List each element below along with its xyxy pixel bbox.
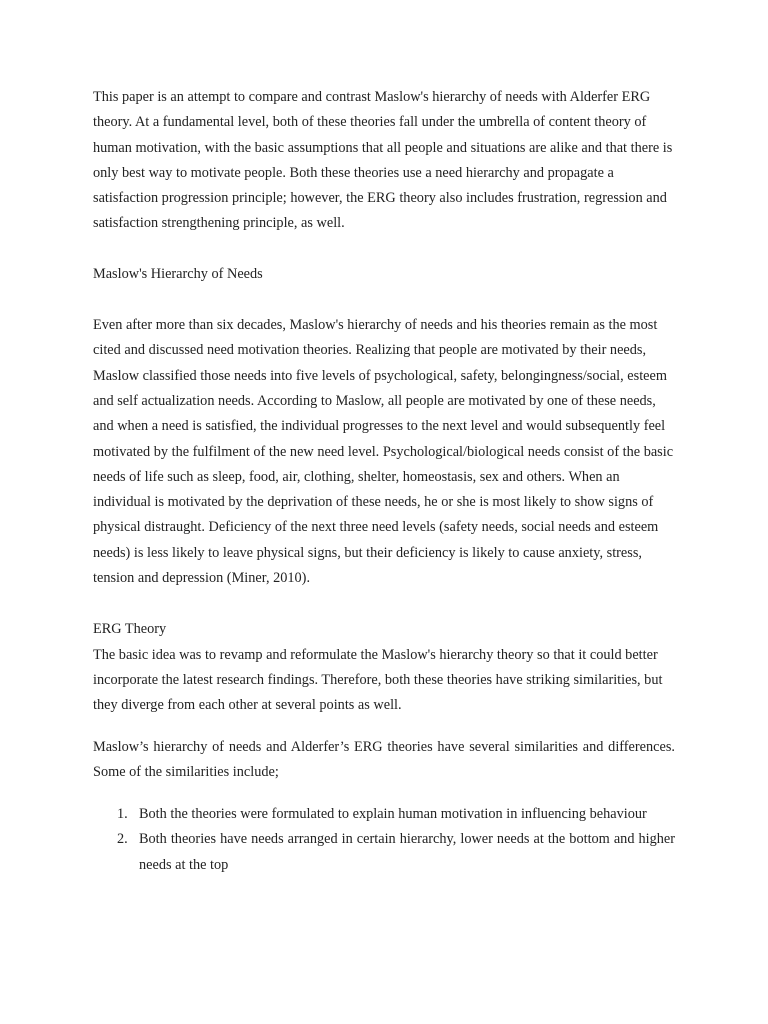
erg-paragraph: The basic idea was to revamp and reformulate the Maslow's hierarchy theory so that it could better incorporate the latest research findings. Therefore, both these theories have striking similarities, but they diverge from each other at several points as well. — [93, 646, 663, 714]
list-item — [93, 802, 675, 827]
erg-heading: ERG Theory — [93, 621, 167, 638]
list-item — [93, 827, 675, 878]
maslow-paragraph: Even after more than six decades, Maslow's hierarchy of needs and his theories remain as the most cited and discussed need motivation theories. Realizing that people are motivated by their needs, Maslow classified those needs into five levels of psychological, safety, belongingness/social, esteem and self actualization needs. According to Maslow, all people are motivated by one of these needs, and when a need is satisfied, the individual progresses to the next level and would subsequently feel motivated by the fulfilment of the new need level. Psychological/biological needs consist of the basic needs of life such as sleep, food, air, clothing, shelter, homeostasis, sex and others. When an individual is motivated by the deprivation of these needs, he or she is most likely to show signs of physical distraught. Deficiency of the next three need levels (safety needs, social needs and esteem needs) is less likely to leave physical signs, but their deficiency is likely to cause anxiety, stress, tension and depression (Miner, 2010). — [93, 317, 674, 587]
similarities-list — [93, 802, 675, 878]
list-item-number: 1. — [117, 806, 128, 823]
list-item-number: 2. — [117, 831, 128, 848]
list-item-text: Both the theories were formulated to explain human motivation in influencing behaviour — [139, 806, 647, 823]
maslow-heading: Maslow's Hierarchy of Needs — [93, 265, 263, 282]
intro-paragraph: This paper is an attempt to compare and contrast Maslow's hierarchy of needs with Alderfer ERG theory. At a fundamental level, both of these theories fall under the umbrella of content theory of human motivation, with the basic assumptions that all people and situations are alike and that there is only best way to motivate people. Both these theories use a need hierarchy and propagate a satisfaction progression principle; however, the ERG theory also includes frustration, regression and satisfaction strengthening principle, as well. — [93, 89, 673, 232]
comparison-paragraph: Maslow’s hierarchy of needs and Alderfer’s ERG theories have several similarities and differences. Some of the similarities include; — [93, 738, 675, 780]
list-item-text: Both theories have needs arranged in certain hierarchy, lower needs at the bottom and higher needs at the top — [139, 831, 675, 873]
